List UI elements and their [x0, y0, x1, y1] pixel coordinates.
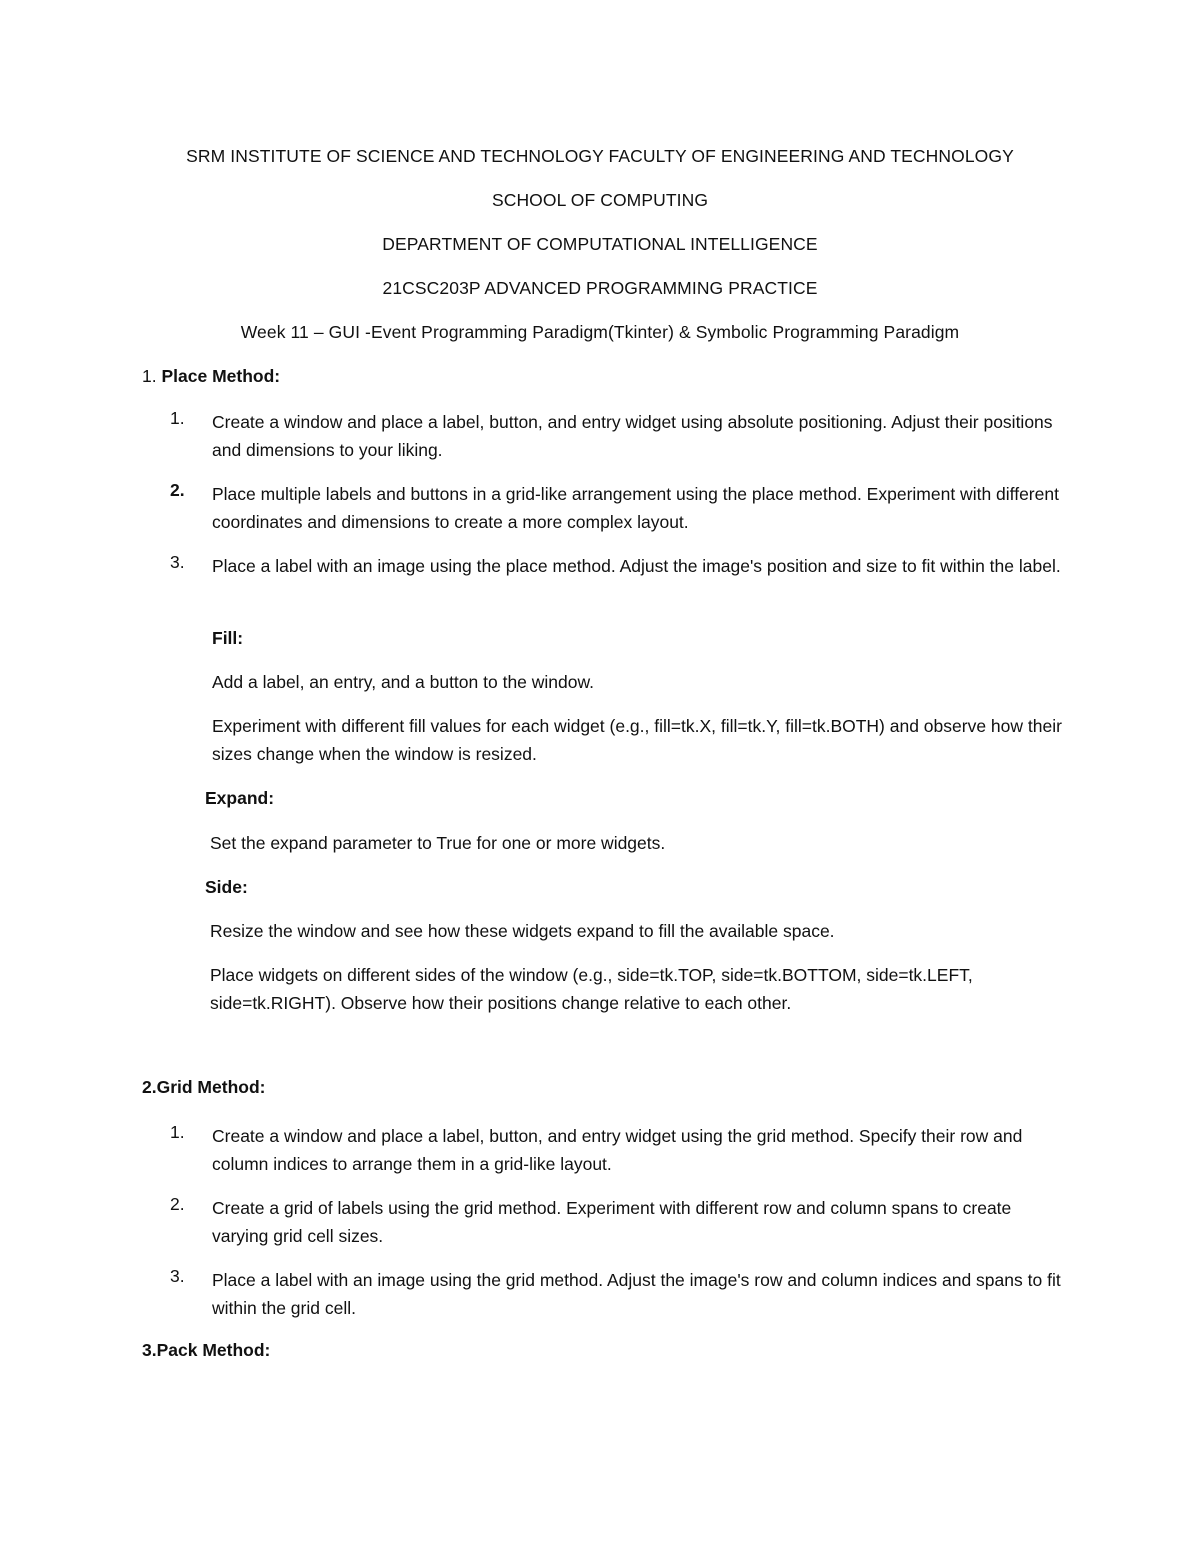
department-title: DEPARTMENT OF COMPUTATIONAL INTELLIGENCE: [382, 234, 818, 254]
section-place-method-heading: [142, 366, 280, 387]
list-item-text: Place a label with an image using the place method. Adjust the image's position and size to fit within the label.: [212, 556, 1061, 576]
expand-text: Set the expand parameter to True for one or more widgets.: [210, 833, 666, 853]
list-item-number: 1.: [170, 1122, 185, 1142]
list-item-number: 2.: [170, 1194, 185, 1214]
side-text-1: Resize the window and see how these widgets expand to fill the available space.: [210, 921, 835, 941]
week-title: Week 11 – GUI -Event Programming Paradigm(Tkinter) & Symbolic Programming Paradigm: [240, 322, 960, 342]
section-grid-method-heading: 2.Grid Method:: [142, 1077, 266, 1097]
fill-text-2: Experiment with different fill values for each widget (e.g., fill=tk.X, fill=tk.Y, fill=tk.BOTH) and observe how their sizes change when the window is resized.: [212, 716, 1062, 764]
institute-title: SRM INSTITUTE OF SCIENCE AND TECHNOLOGY FACULTY OF ENGINEERING AND TECHNOLOGY: [186, 146, 1014, 166]
list-item-text: Create a grid of labels using the grid method. Experiment with different row and column spans to create varying grid cell sizes.: [212, 1198, 1012, 1246]
fill-heading: Fill:: [212, 628, 244, 648]
list-item-number: 2.: [170, 480, 185, 500]
fill-text-1: Add a label, an entry, and a button to the window.: [212, 672, 595, 692]
section-pack-method-heading: 3.Pack Method:: [142, 1340, 271, 1360]
list-item-number: 3.: [170, 1266, 185, 1286]
list-item-text: Create a window and place a label, button, and entry widget using absolute positioning. Adjust their positions and dimensions to your liking.: [212, 412, 1053, 460]
school-title: SCHOOL OF COMPUTING: [491, 190, 709, 210]
side-text-2: Place widgets on different sides of the window (e.g., side=tk.TOP, side=tk.BOTTOM, side=tk.LEFT, side=tk.RIGHT). Observe how their positions change relative to each other.: [210, 965, 973, 1013]
expand-heading: Expand:: [205, 788, 275, 808]
side-heading: Side:: [205, 877, 248, 897]
list-item-number: 1.: [170, 408, 185, 428]
list-item-text: Place a label with an image using the grid method. Adjust the image's row and column indices and spans to fit within the grid cell.: [212, 1270, 1061, 1318]
list-item-number: 3.: [170, 552, 185, 572]
course-title: 21CSC203P ADVANCED PROGRAMMING PRACTICE: [382, 278, 818, 298]
list-item-text: Create a window and place a label, button, and entry widget using the grid method. Specify their row and column indices to arrange them in a grid-like layout.: [212, 1126, 1023, 1174]
list-item-text: Place multiple labels and buttons in a grid-like arrangement using the place method. Experiment with different coordinates and dimensions to create a more complex layout.: [212, 484, 1059, 532]
section-heading-text: Place Method:: [161, 366, 281, 386]
section-number: 1.: [142, 366, 157, 386]
